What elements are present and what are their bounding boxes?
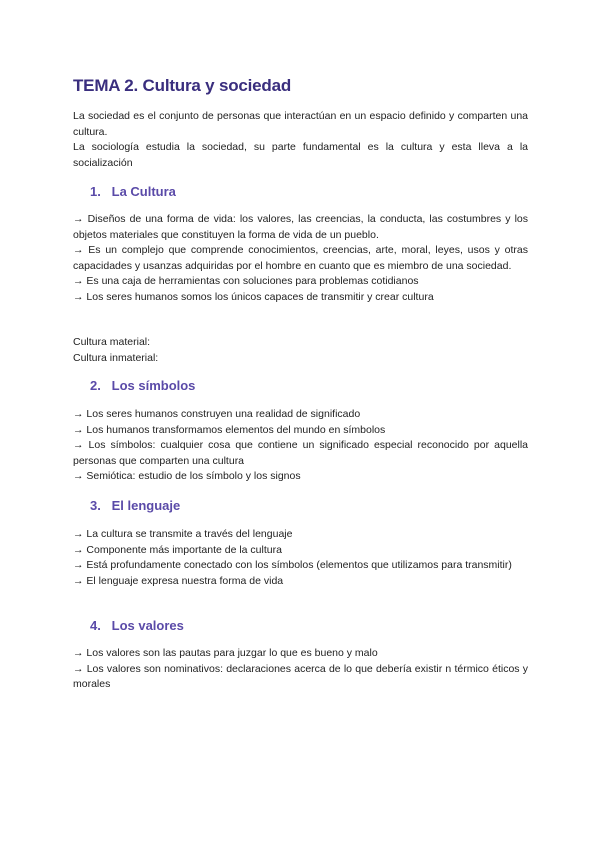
section-heading-text: Los símbolos [111,378,196,393]
arrow-icon: → [73,408,84,420]
section-number: 3. [90,498,101,513]
section-heading-la-cultura [90,184,176,199]
section-heading-text: El lenguaje [111,498,181,513]
arrow-icon: → [73,543,84,556]
section-number: 1. [90,184,101,199]
section-body-los-valores [73,646,528,693]
arrow-icon: → [73,647,84,659]
list-item: → Es una caja de herramientas con soluciones para problemas cotidianos [73,275,419,287]
arrow-icon: → [73,559,84,571]
arrow-icon: → [73,528,84,540]
list-item: → Componente más importante de la cultura [73,543,282,556]
section-heading-text: Los valores [111,618,184,633]
intro-paragraphs [73,109,528,171]
section-body-el-lenguaje [73,527,528,589]
section-heading-el-lenguaje [90,498,180,513]
section-body-los-simbolos [73,407,528,485]
list-item: → Semiótica: estudio de los símbolo y los signos [73,470,301,482]
arrow-icon: → [73,662,84,675]
list-item: → Diseños de una forma de vida: los valores, las creencias, la conducta, las costumbres y los objetos materiales que constituyen la forma de vida de un pueblo. [73,213,529,241]
list-item: → Está profundamente conectado con los símbolos (elementos que utilizamos para transmitir) [73,559,512,571]
list-item: → Los seres humanos somos los únicos capaces de transmitir y crear cultura [73,290,434,303]
section-heading-text: La Cultura [111,184,176,199]
cultura-types [73,335,528,366]
list-item: → Los seres humanos construyen una realidad de significado [73,408,361,420]
list-item: → La cultura se transmite a través del lenguaje [73,528,293,540]
cultura-material-label: Cultura material: [73,336,151,348]
arrow-icon: → [73,439,84,451]
section-number: 2. [90,378,101,393]
arrow-icon: → [73,244,84,256]
arrow-icon: → [73,574,84,587]
document-title: TEMA 2. Cultura y sociedad [73,76,292,95]
section-number: 4. [90,618,101,633]
list-item: → Los humanos transformamos elementos del mundo en símbolos [73,423,386,436]
section-heading-los-simbolos [90,378,195,393]
arrow-icon: → [73,290,84,303]
arrow-icon: → [73,213,84,225]
arrow-icon: → [73,275,84,287]
arrow-icon: → [73,470,84,482]
cultura-inmaterial-label: Cultura inmaterial: [73,351,159,364]
list-item: → Los valores son las pautas para juzgar lo que es bueno y malo [73,647,378,659]
list-item: → Los valores son nominativos: declaraciones acerca de lo que debería existir n térmico éticos y morales [73,662,528,690]
intro-paragraph: La sociología estudia la sociedad, su parte fundamental es la cultura y esta lleva a la socialización [73,141,528,169]
section-heading-los-valores [90,618,184,633]
list-item: → Es un complejo que comprende conocimientos, creencias, arte, moral, leyes, usos y otras capacidades y usanzas adquiridas por el hombre en cuanto que es miembro de una sociedad. [73,244,528,272]
list-item: → Los símbolos: cualquier cosa que contiene un significado especial reconocido por aquella personas que comparten una cultura [73,439,529,467]
intro-paragraph: La sociedad es el conjunto de personas que interactúan en un espacio definido y comparten una cultura. [73,110,528,138]
list-item: → El lenguaje expresa nuestra forma de vida [73,574,284,587]
section-body-la-cultura [73,212,528,305]
arrow-icon: → [73,423,84,436]
